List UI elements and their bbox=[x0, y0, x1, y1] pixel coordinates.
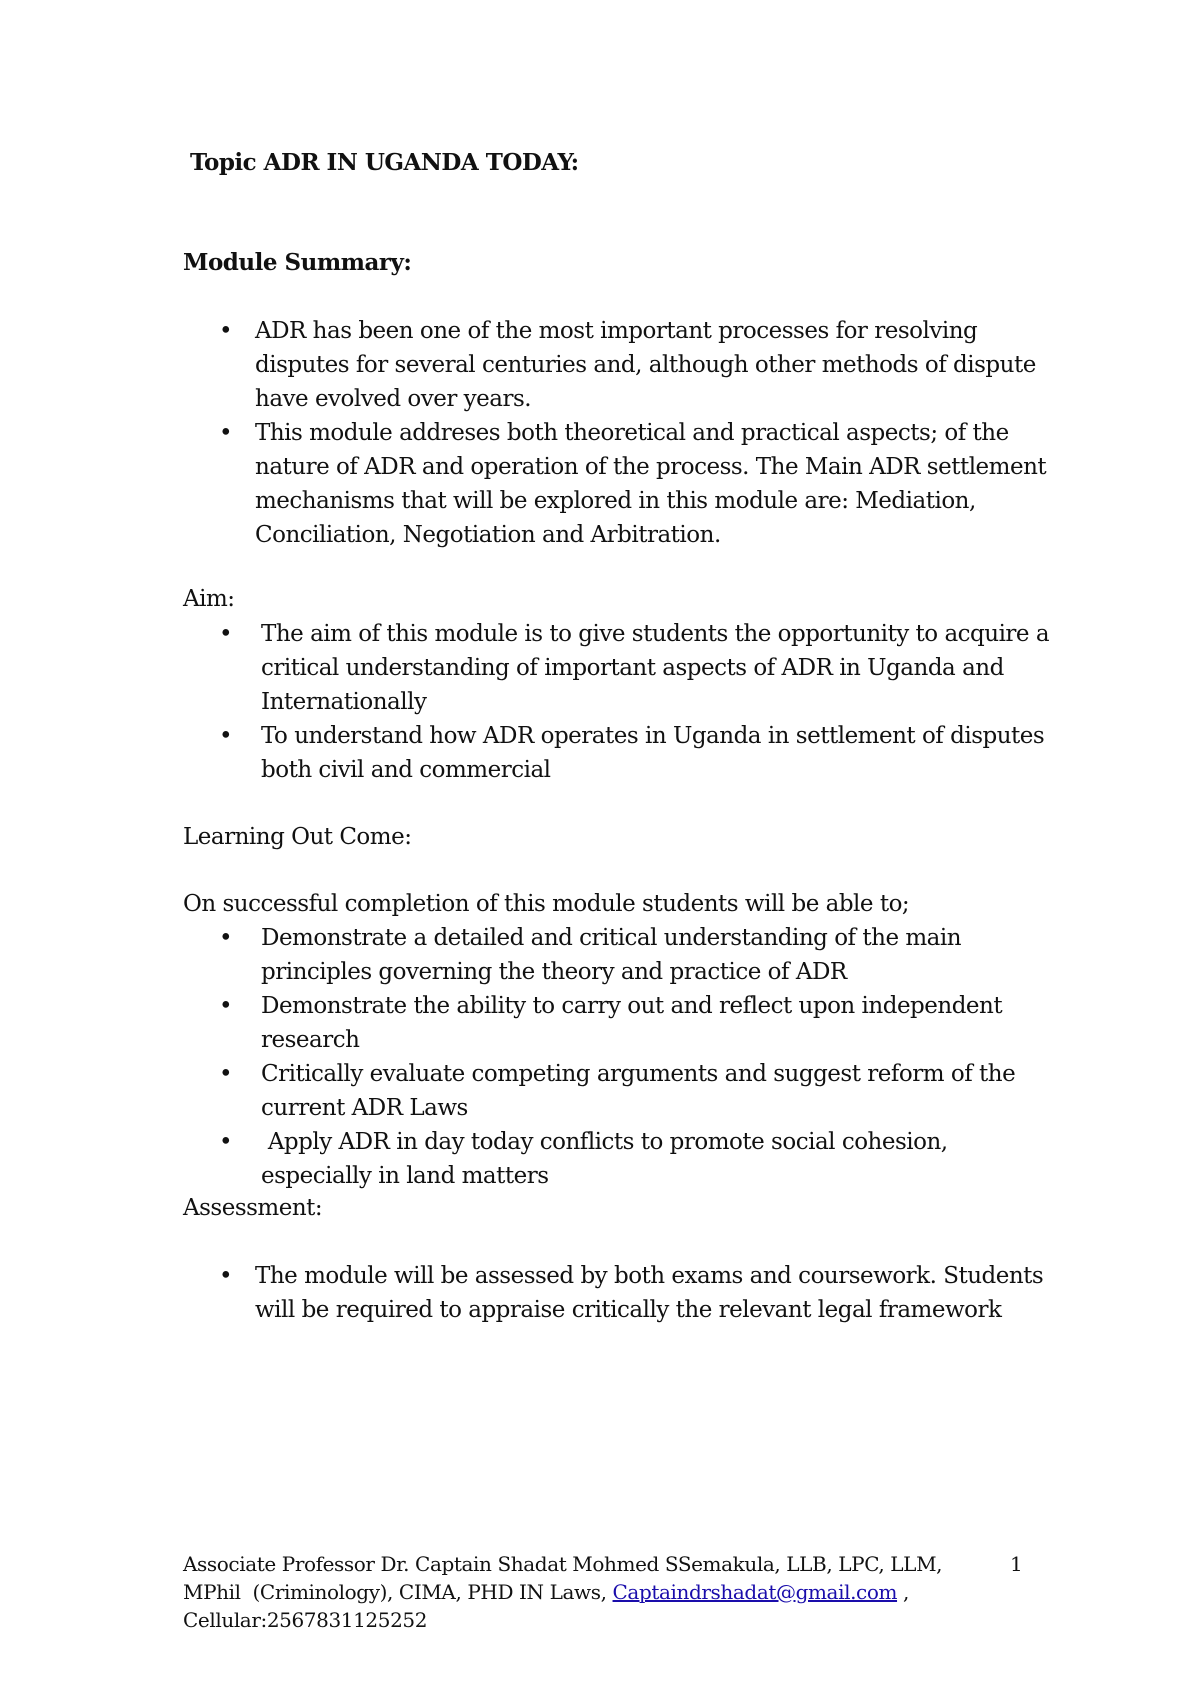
learning-outcome-list bbox=[183, 921, 1063, 1193]
list-item: • Demonstrate the ability to carry out and reflect upon independent research bbox=[183, 989, 1063, 1057]
email-link[interactable]: Captaindrshadat@gmail.com bbox=[612, 1580, 898, 1604]
list-item: • Critically evaluate competing arguments and suggest reform of the current ADR Laws bbox=[183, 1057, 1063, 1125]
bullet-icon: • bbox=[219, 1263, 233, 1289]
learning-outcome-heading: Learning Out Come: bbox=[183, 824, 412, 850]
list-item: • To understand how ADR operates in Uganda in settlement of disputes both civil and commercial bbox=[183, 719, 1063, 787]
list-item: • Apply ADR in day today conflicts to promote social cohesion, especially in land matters bbox=[183, 1125, 1063, 1193]
bullet-icon: • bbox=[219, 420, 233, 446]
footer-credentials-line: MPhil (Criminology), CIMA, PHD IN Laws, Captaindrshadat@gmail.com , bbox=[183, 1580, 909, 1604]
module-summary-list bbox=[183, 314, 1063, 552]
list-item: • This module addreses both theoretical and practical aspects; of the nature of ADR and operation of the process. The Main ADR settlement mechanisms that will be explored in this module are: Mediation, Conciliation, Negotiation and Arbitration. bbox=[183, 416, 1063, 552]
aim-list bbox=[183, 617, 1063, 787]
bullet-icon: • bbox=[219, 925, 233, 951]
learning-outcome-intro: On successful completion of this module students will be able to; bbox=[183, 891, 910, 917]
page-number: 1 bbox=[1010, 1552, 1023, 1576]
bullet-icon: • bbox=[219, 993, 233, 1019]
module-summary-heading: Module Summary: bbox=[183, 249, 412, 276]
footer-author-line: Associate Professor Dr. Captain Shadat Mohmed SSemakula, LLB, LPC, LLM, bbox=[183, 1552, 943, 1576]
bullet-icon: • bbox=[219, 621, 233, 647]
bullet-icon: • bbox=[219, 723, 233, 749]
bullet-icon: • bbox=[219, 1129, 233, 1155]
assessment-list bbox=[183, 1259, 1063, 1327]
page-footer bbox=[183, 1550, 1083, 1634]
list-item: • ADR has been one of the most important processes for resolving disputes for several centuries and, although other methods of dispute have evolved over years. bbox=[183, 314, 1063, 416]
bullet-icon: • bbox=[219, 1061, 233, 1087]
aim-heading: Aim: bbox=[183, 586, 235, 612]
list-item: • The module will be assessed by both exams and coursework. Students will be required to appraise critically the relevant legal framework bbox=[183, 1259, 1063, 1327]
bullet-icon: • bbox=[219, 318, 233, 344]
list-item: • The aim of this module is to give students the opportunity to acquire a critical understanding of important aspects of ADR in Uganda and Internationally bbox=[183, 617, 1063, 719]
topic-title: Topic ADR IN UGANDA TODAY: bbox=[190, 149, 579, 176]
list-item: • Demonstrate a detailed and critical understanding of the main principles governing the theory and practice of ADR bbox=[183, 921, 1063, 989]
footer-cellular-line: Cellular:2567831125252 bbox=[183, 1608, 428, 1632]
assessment-heading: Assessment: bbox=[183, 1195, 323, 1221]
